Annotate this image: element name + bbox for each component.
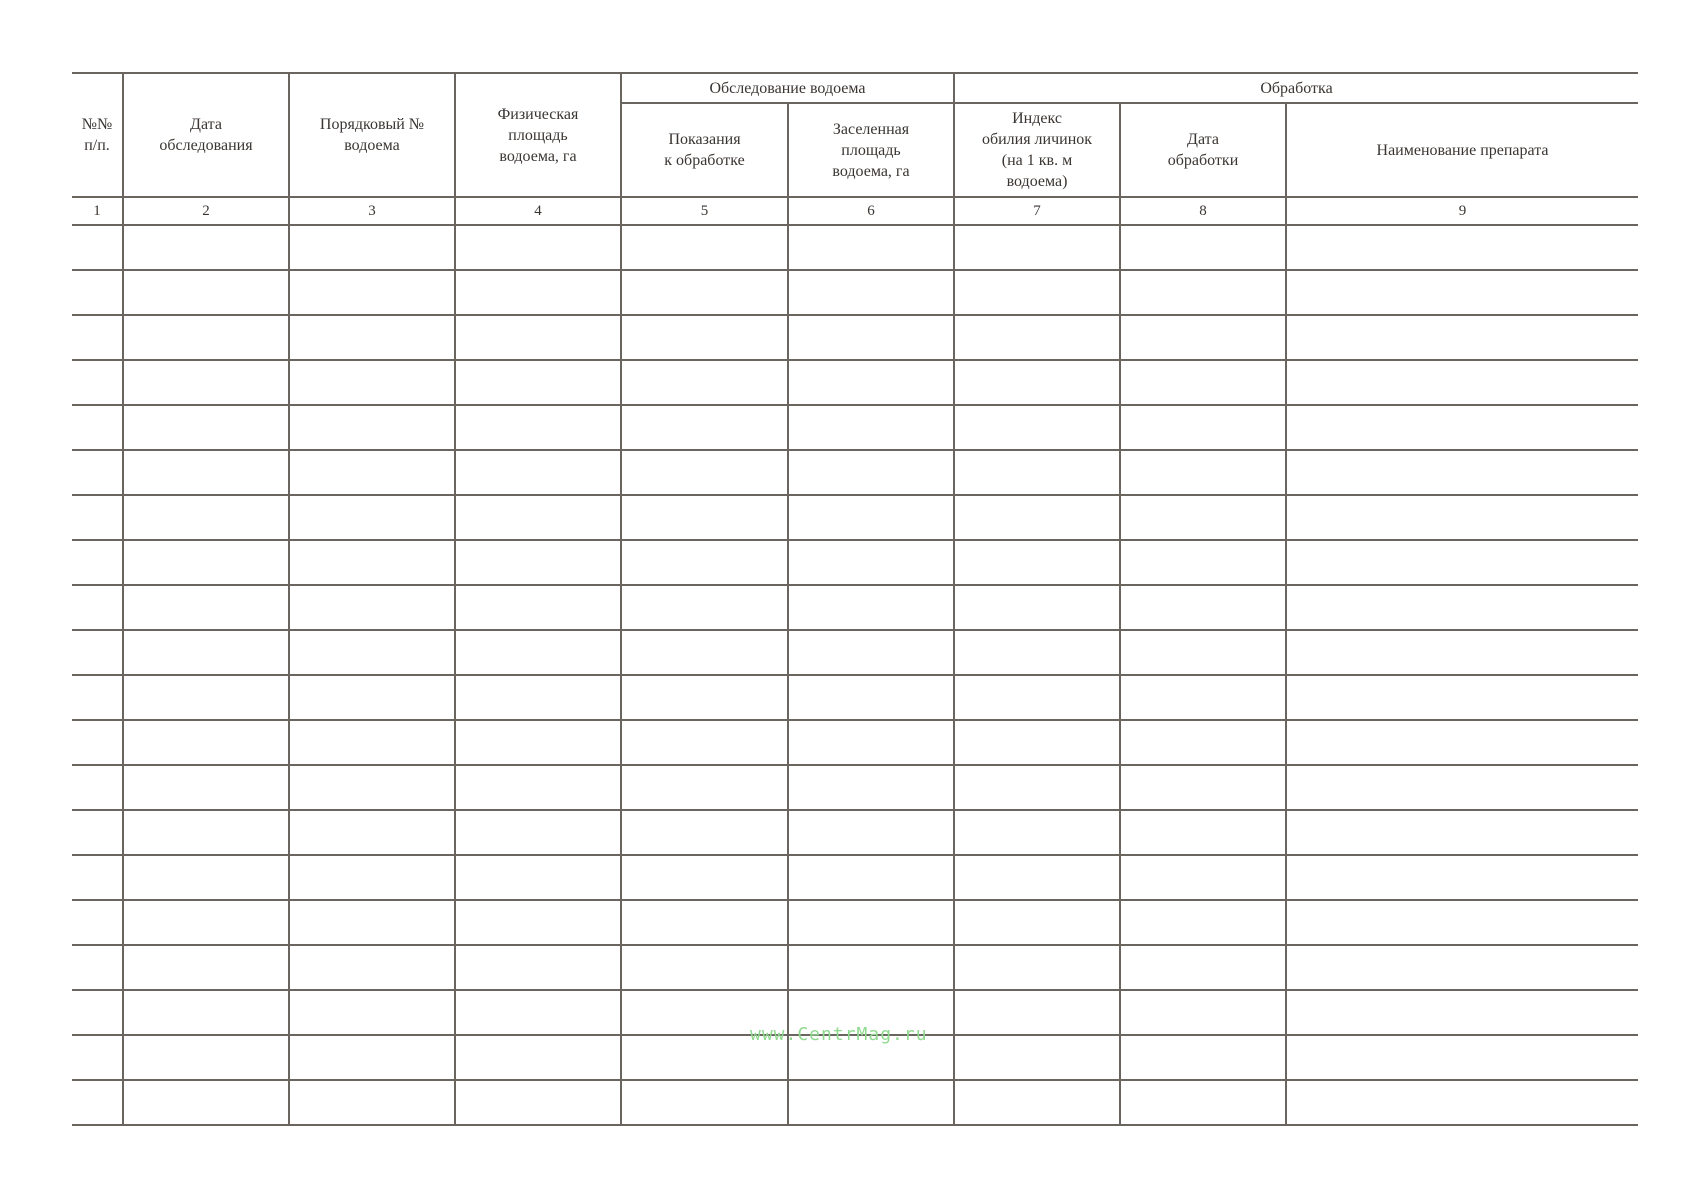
table-cell[interactable] <box>289 900 455 945</box>
table-row <box>72 585 1638 630</box>
table-cell[interactable] <box>289 1080 455 1125</box>
table-cell[interactable] <box>621 1080 788 1125</box>
header-text-line: Наименование препарата <box>1376 141 1549 159</box>
header-text-line: к обработке <box>664 152 745 169</box>
table-row <box>72 855 1638 900</box>
table-cell[interactable] <box>788 585 954 630</box>
header-row-groups <box>72 73 1638 103</box>
table-row <box>72 945 1638 990</box>
table-cell[interactable] <box>289 540 455 585</box>
header-text-line: Показания <box>668 131 741 148</box>
table-cell[interactable] <box>72 855 123 900</box>
table-cell[interactable] <box>455 270 621 315</box>
table-cell[interactable] <box>1120 405 1286 450</box>
header-text-line: площадь <box>508 126 568 144</box>
column-number-cell: 9 <box>1286 197 1638 225</box>
table-cell[interactable] <box>788 675 954 720</box>
header-text-line: Заселенная <box>832 120 910 138</box>
table-cell[interactable] <box>289 990 455 1035</box>
table-row <box>72 675 1638 720</box>
table-cell[interactable] <box>289 765 455 810</box>
table-cell[interactable] <box>123 630 289 675</box>
table-cell[interactable] <box>289 675 455 720</box>
header-text-line: Дата <box>1187 131 1219 148</box>
header-text-line: площадь <box>841 141 901 159</box>
column-number-cell: 4 <box>455 197 621 225</box>
table-cell[interactable] <box>72 1080 123 1125</box>
table-cell[interactable] <box>72 900 123 945</box>
table-cell[interactable] <box>72 315 123 360</box>
table-cell[interactable] <box>954 855 1120 900</box>
table-cell[interactable] <box>455 540 621 585</box>
header-text-line: водоема) <box>1006 173 1068 190</box>
table-cell[interactable] <box>1120 495 1286 540</box>
table-cell[interactable] <box>954 585 1120 630</box>
watermark: www.CentrMag.ru <box>750 1024 928 1045</box>
table-cell[interactable] <box>621 720 788 765</box>
table-cell[interactable] <box>289 450 455 495</box>
table-cell[interactable] <box>289 1035 455 1080</box>
table-row <box>72 360 1638 405</box>
table-cell[interactable] <box>954 405 1120 450</box>
table-cell[interactable] <box>123 270 289 315</box>
table-cell[interactable] <box>1286 1080 1638 1125</box>
table-cell[interactable] <box>289 495 455 540</box>
header-populated-area <box>788 103 954 197</box>
table-row <box>72 270 1638 315</box>
table-cell[interactable] <box>72 270 123 315</box>
table-cell[interactable] <box>1120 945 1286 990</box>
table-cell[interactable] <box>788 720 954 765</box>
table-cell[interactable] <box>455 630 621 675</box>
table-cell[interactable] <box>1286 810 1638 855</box>
header-text-line: водоема, га <box>499 147 577 165</box>
table-cell[interactable] <box>788 225 954 270</box>
table-cell[interactable] <box>72 360 123 405</box>
table-cell[interactable] <box>289 405 455 450</box>
table-cell[interactable] <box>289 585 455 630</box>
table-row <box>72 405 1638 450</box>
column-number-cell: 8 <box>1120 197 1286 225</box>
table-cell[interactable] <box>123 1035 289 1080</box>
table-cell[interactable] <box>621 900 788 945</box>
table-cell[interactable] <box>289 945 455 990</box>
table-cell[interactable] <box>1120 450 1286 495</box>
table-cell[interactable] <box>1286 720 1638 765</box>
table-cell[interactable] <box>72 450 123 495</box>
table-cell[interactable] <box>621 630 788 675</box>
table-cell[interactable] <box>289 360 455 405</box>
table-cell[interactable] <box>1286 855 1638 900</box>
table-cell[interactable] <box>954 540 1120 585</box>
table-cell[interactable] <box>289 810 455 855</box>
header-text-line: №№ <box>81 116 113 133</box>
table-cell[interactable] <box>1286 360 1638 405</box>
table-cell[interactable] <box>954 900 1120 945</box>
table-cell[interactable] <box>954 450 1120 495</box>
table-cell[interactable] <box>954 945 1120 990</box>
table-cell[interactable] <box>788 945 954 990</box>
table-cell[interactable] <box>621 450 788 495</box>
table-cell[interactable] <box>455 810 621 855</box>
table-cell[interactable] <box>621 585 788 630</box>
table-cell[interactable] <box>954 495 1120 540</box>
header-treatment-indications <box>621 103 788 197</box>
table-cell[interactable] <box>72 585 123 630</box>
table-cell[interactable] <box>1286 585 1638 630</box>
table-cell[interactable] <box>954 630 1120 675</box>
header-text-line: обследования <box>159 137 253 154</box>
table-cell[interactable] <box>1120 360 1286 405</box>
table-cell[interactable] <box>72 720 123 765</box>
header-text-line: Индекс <box>1012 110 1062 127</box>
table-cell[interactable] <box>455 360 621 405</box>
table-cell[interactable] <box>72 765 123 810</box>
header-text-line: обработки <box>1167 152 1239 169</box>
table-cell[interactable] <box>954 765 1120 810</box>
table-cell[interactable] <box>123 225 289 270</box>
table-cell[interactable] <box>455 405 621 450</box>
table-cell[interactable] <box>1120 540 1286 585</box>
table-cell[interactable] <box>1286 315 1638 360</box>
table-cell[interactable] <box>788 450 954 495</box>
table-cell[interactable] <box>954 990 1120 1035</box>
table-cell[interactable] <box>788 1080 954 1125</box>
table-cell[interactable] <box>123 945 289 990</box>
table-cell[interactable] <box>123 990 289 1035</box>
table-cell[interactable] <box>123 810 289 855</box>
table-cell[interactable] <box>621 810 788 855</box>
table-cell[interactable] <box>1286 765 1638 810</box>
table-cell[interactable] <box>72 990 123 1035</box>
table-cell[interactable] <box>1286 630 1638 675</box>
table-cell[interactable] <box>621 225 788 270</box>
table-cell[interactable] <box>1286 270 1638 315</box>
table-cell[interactable] <box>788 900 954 945</box>
column-number-cell: 1 <box>72 197 123 225</box>
header-survey-date <box>123 73 289 197</box>
table-cell[interactable] <box>621 765 788 810</box>
table-cell[interactable] <box>621 945 788 990</box>
table-cell[interactable] <box>123 585 289 630</box>
table-row <box>72 900 1638 945</box>
table-cell[interactable] <box>788 495 954 540</box>
table-cell[interactable] <box>123 495 289 540</box>
table-row <box>72 630 1638 675</box>
table-cell[interactable] <box>289 315 455 360</box>
table-cell[interactable] <box>1286 405 1638 450</box>
header-text-line: Физическая <box>497 105 579 123</box>
table-cell[interactable] <box>455 1080 621 1125</box>
table-cell[interactable] <box>954 1080 1120 1125</box>
table-cell[interactable] <box>72 810 123 855</box>
table-cell[interactable] <box>123 450 289 495</box>
table-cell[interactable] <box>1286 495 1638 540</box>
table-cell[interactable] <box>954 675 1120 720</box>
header-text-line: п/п. <box>84 137 110 154</box>
table-cell[interactable] <box>788 810 954 855</box>
table-cell[interactable] <box>123 855 289 900</box>
header-text-line: обилия личинок <box>981 131 1093 148</box>
header-text-line: водоема, га <box>832 162 910 180</box>
table-cell[interactable] <box>455 1035 621 1080</box>
table-cell[interactable] <box>455 450 621 495</box>
table-cell[interactable] <box>1286 675 1638 720</box>
column-number-cell: 5 <box>621 197 788 225</box>
table-row <box>72 765 1638 810</box>
table-cell[interactable] <box>72 630 123 675</box>
table-row <box>72 495 1638 540</box>
table-cell[interactable] <box>621 540 788 585</box>
table-cell[interactable] <box>123 360 289 405</box>
table-cell[interactable] <box>455 990 621 1035</box>
table-cell[interactable] <box>1120 720 1286 765</box>
table-cell[interactable] <box>1120 270 1286 315</box>
journal-table <box>72 72 1638 1126</box>
table-row <box>72 1080 1638 1125</box>
table-row <box>72 225 1638 270</box>
table-cell[interactable] <box>289 630 455 675</box>
table-cell[interactable] <box>123 900 289 945</box>
table-cell[interactable] <box>455 225 621 270</box>
header-text-line: Дата <box>190 116 222 133</box>
table-row <box>72 315 1638 360</box>
table-cell[interactable] <box>289 270 455 315</box>
table-cell[interactable] <box>1120 315 1286 360</box>
table-cell[interactable] <box>1120 855 1286 900</box>
journal-body <box>72 225 1638 1125</box>
header-treatment-date <box>1120 103 1286 197</box>
table-cell[interactable] <box>1286 990 1638 1035</box>
table-cell[interactable] <box>1120 900 1286 945</box>
header-physical-area <box>455 73 621 197</box>
table-cell[interactable] <box>954 270 1120 315</box>
table-cell[interactable] <box>123 765 289 810</box>
table-cell[interactable] <box>72 495 123 540</box>
table-cell[interactable] <box>455 765 621 810</box>
table-cell[interactable] <box>123 720 289 765</box>
table-cell[interactable] <box>455 585 621 630</box>
table-cell[interactable] <box>1286 945 1638 990</box>
table-cell[interactable] <box>621 405 788 450</box>
table-cell[interactable] <box>1120 765 1286 810</box>
table-cell[interactable] <box>123 405 289 450</box>
table-cell[interactable] <box>1286 450 1638 495</box>
table-cell[interactable] <box>621 675 788 720</box>
table-cell[interactable] <box>72 540 123 585</box>
table-cell[interactable] <box>788 270 954 315</box>
table-row <box>72 810 1638 855</box>
column-number-cell: 2 <box>123 197 289 225</box>
table-cell[interactable] <box>954 225 1120 270</box>
table-cell[interactable] <box>455 675 621 720</box>
table-cell[interactable] <box>123 540 289 585</box>
table-cell[interactable] <box>954 1035 1120 1080</box>
table-cell[interactable] <box>788 765 954 810</box>
table-cell[interactable] <box>289 225 455 270</box>
header-group-treatment: Обработка <box>954 73 1638 103</box>
table-row <box>72 450 1638 495</box>
table-cell[interactable] <box>123 675 289 720</box>
header-text-line: водоема <box>344 137 400 154</box>
table-cell[interactable] <box>1120 990 1286 1035</box>
header-text-line: Порядковый № <box>319 116 425 133</box>
table-cell[interactable] <box>72 945 123 990</box>
header-group-survey: Обследование водоема <box>621 73 954 103</box>
column-number-cell: 6 <box>788 197 954 225</box>
table-cell[interactable] <box>455 720 621 765</box>
journal-sheet <box>72 72 1638 1126</box>
table-cell[interactable] <box>1120 810 1286 855</box>
table-cell[interactable] <box>621 360 788 405</box>
table-cell[interactable] <box>1120 1080 1286 1125</box>
column-number-cell: 3 <box>289 197 455 225</box>
table-cell[interactable] <box>455 315 621 360</box>
table-cell[interactable] <box>1120 1035 1286 1080</box>
table-cell[interactable] <box>1120 225 1286 270</box>
header-preparation-name <box>1286 103 1638 197</box>
table-cell[interactable] <box>1286 225 1638 270</box>
column-number-cell: 7 <box>954 197 1120 225</box>
table-cell[interactable] <box>72 405 123 450</box>
table-cell[interactable] <box>72 1035 123 1080</box>
table-cell[interactable] <box>788 855 954 900</box>
column-number-row <box>72 197 1638 225</box>
header-pond-number <box>289 73 455 197</box>
table-cell[interactable] <box>72 675 123 720</box>
table-cell[interactable] <box>788 315 954 360</box>
table-cell[interactable] <box>954 315 1120 360</box>
table-row <box>72 720 1638 765</box>
table-cell[interactable] <box>621 855 788 900</box>
header-larvae-index <box>954 103 1120 197</box>
header-text-line: (на 1 кв. м <box>1001 152 1073 169</box>
table-cell[interactable] <box>1120 585 1286 630</box>
table-cell[interactable] <box>289 855 455 900</box>
table-cell[interactable] <box>621 495 788 540</box>
table-cell[interactable] <box>621 315 788 360</box>
table-cell[interactable] <box>621 270 788 315</box>
table-cell[interactable] <box>72 225 123 270</box>
table-cell[interactable] <box>455 855 621 900</box>
table-cell[interactable] <box>289 720 455 765</box>
table-cell[interactable] <box>788 360 954 405</box>
table-cell[interactable] <box>788 405 954 450</box>
table-cell[interactable] <box>954 360 1120 405</box>
table-cell[interactable] <box>954 810 1120 855</box>
table-cell[interactable] <box>788 630 954 675</box>
table-cell[interactable] <box>455 945 621 990</box>
table-cell[interactable] <box>1286 1035 1638 1080</box>
header-row-number <box>72 73 123 197</box>
table-cell[interactable] <box>1286 540 1638 585</box>
table-cell[interactable] <box>954 720 1120 765</box>
table-cell[interactable] <box>123 315 289 360</box>
table-cell[interactable] <box>123 1080 289 1125</box>
table-cell[interactable] <box>455 900 621 945</box>
table-cell[interactable] <box>1120 675 1286 720</box>
table-cell[interactable] <box>788 540 954 585</box>
table-cell[interactable] <box>1286 900 1638 945</box>
table-cell[interactable] <box>1120 630 1286 675</box>
table-cell[interactable] <box>455 495 621 540</box>
table-row <box>72 540 1638 585</box>
